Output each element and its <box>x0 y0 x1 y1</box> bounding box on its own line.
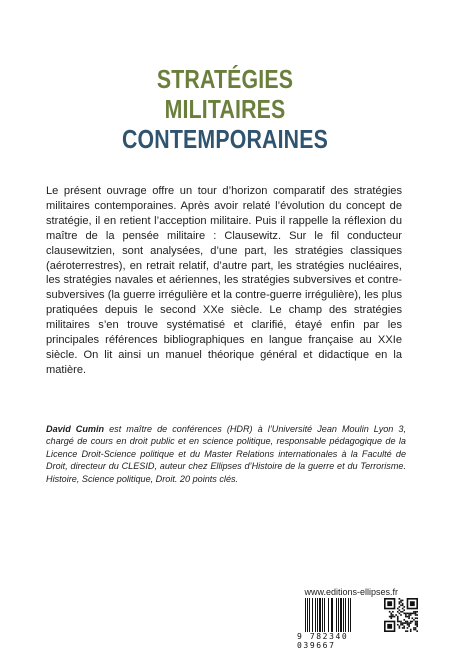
book-title <box>41 64 410 154</box>
book-summary: Le présent ouvrage offre un tour d’horizon comparatif des stratégies militaires contemporaines. Après avoir relaté l’évolution du concept de stratégie, il en retient l’acception militaire. Puis il rappelle la réflexion du maître de la pensée militaire : Clausewitz. Sur le fil conducteur clausewitzien, sont analysées, d’une part, les stratégies classiques (aéroterrestres), en retrait relatif, d’autre part, les stratégies nucléaires, les stratégies navales et aériennes, les stratégies subversives et contre-subversives (la guerre irrégulière et la contre-guerre irrégulière), les plus pratiquées depuis le second XXe siècle. Le champ des stratégies militaires s’en trouve systématisé et clarifié, étayé enfin par les principales références bibliographiques en langue française au XXIe siècle. On lit ainsi un manuel théorique général et didactique en la matière. <box>46 185 402 376</box>
author-name: David Cumin <box>46 424 105 434</box>
publisher-website: www.editions-ellipses.fr <box>304 587 398 597</box>
title-line-1: STRATÉGIES <box>156 64 294 94</box>
isbn-number: 9 782340 039667 <box>297 632 349 650</box>
title-line-2: MILITAIRES <box>164 94 286 124</box>
author-bio-text: est maître de conférences (HDR) à l’Université Jean Moulin Lyon 3, chargé de cours en droit public et en science politique, responsable pédagogique de la Licence Droit-Science politique et du Master Relations internationales à la Faculté de Droit, directeur du CLESID, auteur chez Ellipses d’Histoire de la guerre et du Terrorisme. Histoire, Science politique, Droit. 20 points clés. <box>46 424 406 484</box>
isbn-barcode <box>305 598 377 632</box>
title-line-3: CONTEMPORAINES <box>121 124 329 154</box>
qr-code <box>384 598 418 632</box>
author-bio <box>46 423 406 485</box>
